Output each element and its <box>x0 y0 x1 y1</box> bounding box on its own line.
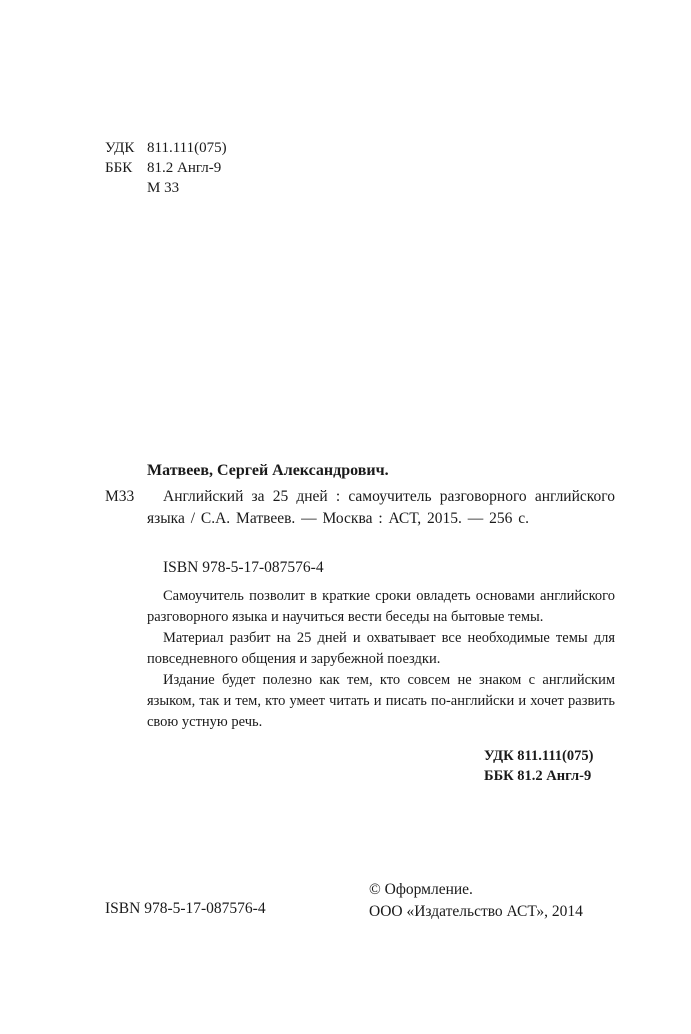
copyright-line2: ООО «Издательство АСТ», 2014 <box>369 903 583 920</box>
bbk-row <box>105 158 227 178</box>
udk-value: 811.111(075) <box>147 140 227 156</box>
annotation-paragraph: Издание будет полезно как тем, кто совсем не знаком с английским языком, так и тем, кто умеет читать и писать по-английски и хочет развить свою устную речь. <box>147 672 615 730</box>
udk-label: УДК <box>105 140 135 156</box>
bibliographic-entry <box>105 486 615 530</box>
classification-codes <box>105 138 227 198</box>
author-mark-row <box>105 178 227 198</box>
udk-row <box>105 138 227 158</box>
isbn-entry: ISBN 978-5-17-087576-4 <box>163 559 324 576</box>
author-mark-margin: М33 <box>105 488 135 505</box>
bibliographic-text: Английский за 25 дней : самоучитель разговорного английского языка / С.А. Матвеев. — Москва : АСТ, 2015. — 256 с. <box>147 488 615 527</box>
annotation <box>147 586 615 733</box>
copyright <box>369 879 583 923</box>
annotation-codes <box>484 746 593 786</box>
copyright-line1: © Оформление. <box>369 881 473 898</box>
footer-isbn: ISBN 978-5-17-087576-4 <box>105 900 266 917</box>
annotation-bbk: ББК 81.2 Англ-9 <box>484 768 592 784</box>
bbk-label: ББК <box>105 160 133 176</box>
author-mark: М 33 <box>147 180 180 196</box>
annotation-paragraph: Материал разбит на 25 дней и охватывает все необходимые темы для повседневного общения и зарубежной поездки. <box>147 630 615 667</box>
bbk-value: 81.2 Англ-9 <box>147 160 222 176</box>
author-heading: Матвеев, Сергей Александрович. <box>147 462 389 479</box>
annotation-udk: УДК 811.111(075) <box>484 748 594 764</box>
annotation-paragraph: Самоучитель позволит в краткие сроки овладеть основами английского разговорного языка и научиться вести беседы на бытовые темы. <box>147 588 615 625</box>
